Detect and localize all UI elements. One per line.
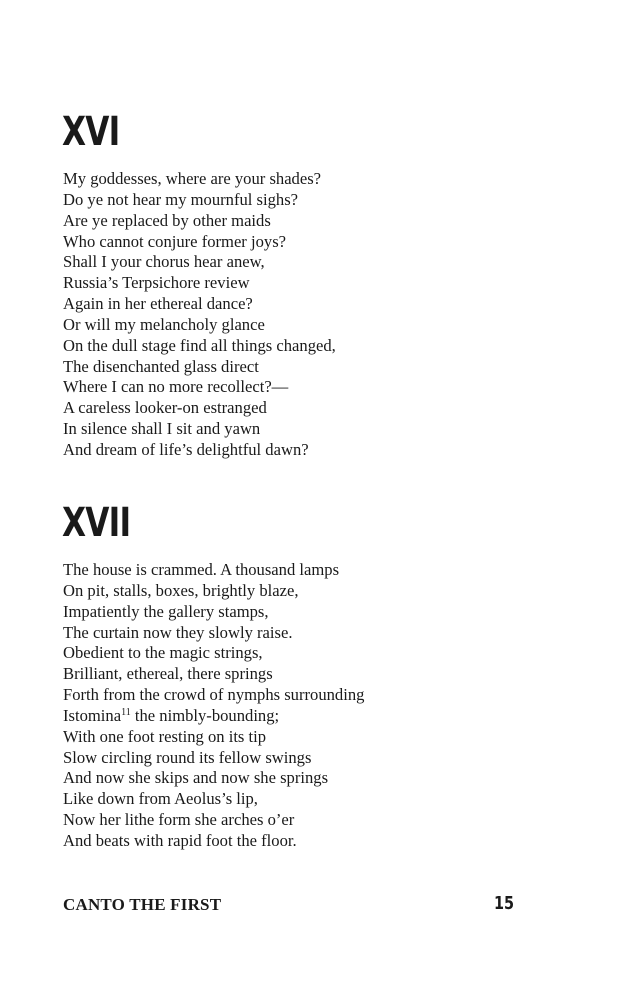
verse-line: In silence shall I sit and yawn <box>63 419 261 439</box>
page-number: 15 <box>494 893 515 914</box>
stanza-xvii-verse <box>63 560 364 852</box>
verse-line: Where I can no more recollect?— <box>63 377 289 397</box>
verse-line: Again in her ethereal dance? <box>63 294 253 314</box>
verse-line-text: the nimbly-bounding; <box>130 705 280 725</box>
verse-line: And dream of life’s delightful dawn? <box>63 439 309 459</box>
verse-line: The house is crammed. A thousand lamps <box>63 560 340 579</box>
verse-line: Brilliant, ethereal, there springs <box>63 664 273 684</box>
verse-line: Obedient to the magic strings, <box>63 643 263 663</box>
verse-line: On pit, stalls, boxes, brightly blaze, <box>63 580 299 600</box>
verse-line: The curtain now they slowly raise. <box>63 622 293 642</box>
verse-line: Impatiently the gallery stamps, <box>63 601 269 621</box>
verse-line: Who cannot conjure former joys? <box>63 231 287 251</box>
verse-line: Now her lithe form she arches o’er <box>63 810 295 830</box>
verse-line: A careless looker-on estranged <box>63 398 267 418</box>
stanza-xvi-verse <box>63 169 336 461</box>
verse-line: With one foot resting on its tip <box>63 726 267 746</box>
stanza-heading-xvii: XVII <box>62 500 131 546</box>
verse-line: Slow circling round its fellow swings <box>63 747 312 767</box>
verse-line: Are ye replaced by other maids <box>63 210 271 230</box>
verse-line: Shall I your chorus hear anew, <box>63 252 265 272</box>
footnote-marker: 11 <box>121 706 131 718</box>
verse-line: On the dull stage find all things changed, <box>63 335 336 355</box>
verse-line: Or will my melancholy glance <box>63 314 265 334</box>
verse-line: Like down from Aeolus’s lip, <box>63 789 258 809</box>
verse-line: And now she skips and now she springs <box>63 768 329 788</box>
verse-line-text: Istomina <box>63 705 122 725</box>
verse-line: My goddesses, where are your shades? <box>63 169 322 188</box>
verse-line <box>63 706 364 727</box>
stanza-heading-xvi: XVI <box>62 109 120 155</box>
verse-line: Russia’s Terpsichore review <box>63 273 250 293</box>
verse-line: And beats with rapid foot the floor. <box>63 830 297 850</box>
verse-line: The disenchanted glass direct <box>63 356 259 376</box>
verse-line: Forth from the crowd of nymphs surrounding <box>63 685 365 705</box>
running-title: CANTO THE FIRST <box>63 895 222 914</box>
verse-line: Do ye not hear my mournful sighs? <box>63 189 299 209</box>
